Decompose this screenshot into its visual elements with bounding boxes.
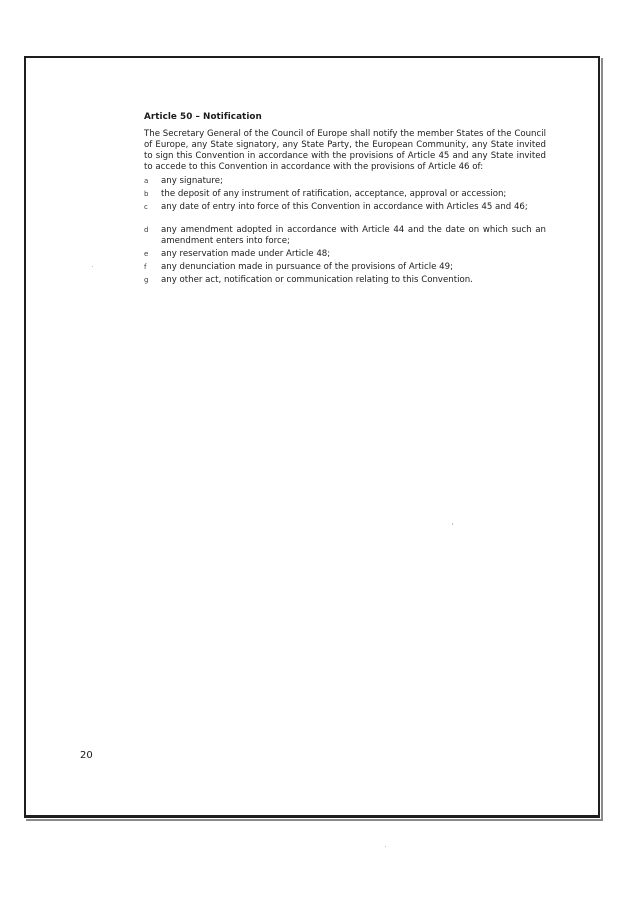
article-intro-paragraph: The Secretary General of the Council of Europe shall notify the member States of the Council of Europe, any State signatory, any State Party, the European Community, any State invited to sign this Convention in accordance with the provisions of Article 45 and any State invited to accede to this Convention in accordance with the provisions of Article 46 of: bbox=[144, 129, 546, 172]
list-item-letter: c bbox=[144, 203, 148, 211]
list-item-text: the deposit of any instrument of ratification, acceptance, approval or accession; bbox=[161, 189, 507, 199]
list-item-text: any reservation made under Article 48; bbox=[161, 249, 331, 259]
list-item-text: any other act, notification or communication relating to this Convention. bbox=[161, 275, 473, 285]
list-item-text: any denunciation made in pursuance of the provisions of Article 49; bbox=[161, 262, 453, 272]
list-item-letter: f bbox=[144, 263, 147, 271]
list-item-g bbox=[144, 275, 546, 286]
scan-speck bbox=[385, 846, 386, 847]
list-item-text: any signature; bbox=[161, 176, 223, 186]
page-border-shadow-bottom bbox=[26, 819, 603, 821]
list-item-letter: g bbox=[144, 276, 149, 284]
scan-speck bbox=[452, 523, 453, 525]
list-item-d bbox=[144, 225, 546, 247]
list-item-c bbox=[144, 202, 546, 213]
list-item-f bbox=[144, 262, 546, 273]
list-item-text: any date of entry into force of this Convention in accordance with Articles 45 and 46; bbox=[161, 202, 528, 212]
list-item-letter: a bbox=[144, 177, 149, 185]
list-item-e bbox=[144, 249, 546, 260]
list-item-b bbox=[144, 189, 546, 200]
list-item-text: any amendment adopted in accordance with Article 44 and the date on which such an amendment enters into force; bbox=[161, 225, 546, 246]
list-item-a bbox=[144, 176, 546, 187]
list-item-letter: d bbox=[144, 226, 149, 234]
article-title: Article 50 – Notification bbox=[144, 112, 262, 122]
list-item-letter: e bbox=[144, 250, 149, 258]
list-item-letter: b bbox=[144, 190, 149, 198]
scan-speck bbox=[92, 266, 93, 267]
page-border-shadow-right bbox=[601, 58, 603, 820]
article-50-section bbox=[144, 112, 546, 288]
notification-items-list bbox=[144, 176, 546, 286]
page-number: 20 bbox=[80, 750, 93, 761]
